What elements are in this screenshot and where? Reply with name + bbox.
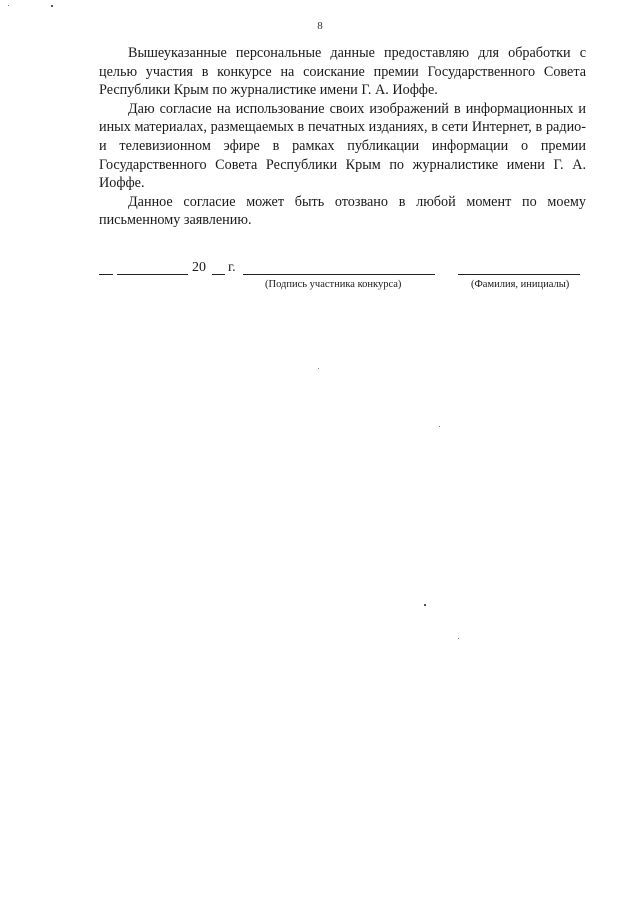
consent-text xyxy=(99,44,586,230)
month-blank xyxy=(117,274,188,275)
signature-block xyxy=(99,260,589,300)
paragraph-image-consent: Даю согласие на использование своих изображений в информационных и иных материалах, размещаемых в печатных изданиях, в сети Интернет, в радио- и телевизионном эфире в рамках публикации информации о премии Государственного Совета Республики Крым по журналистике имени Г. А. Иоффе. xyxy=(99,100,586,192)
scan-speck xyxy=(458,638,459,639)
year-prefix: 20 xyxy=(192,260,206,275)
day-blank xyxy=(99,274,113,275)
scan-speck xyxy=(8,5,9,6)
scan-speck xyxy=(318,368,319,369)
signature-blank xyxy=(243,274,435,275)
name-caption: (Фамилия, инициалы) xyxy=(471,279,570,290)
year-suffix: г. xyxy=(228,260,236,275)
page-number: 8 xyxy=(317,20,323,32)
paragraph-personal-data: Вышеуказанные персональные данные предоставляю для обработки с целью участия в конкурсе на соискание премии Государственного Совета Республики Крым по журналистике имени Г. А. Иоффе. xyxy=(99,45,586,99)
scan-speck xyxy=(51,5,53,7)
scan-speck xyxy=(424,604,426,606)
paragraph-revocation: Данное согласие может быть отозвано в любой момент по моему письменному заявлению. xyxy=(99,193,586,229)
signature-caption: (Подпись участника конкурса) xyxy=(265,279,402,290)
name-blank xyxy=(458,274,580,275)
scan-speck xyxy=(439,426,440,427)
year-blank xyxy=(212,274,225,275)
